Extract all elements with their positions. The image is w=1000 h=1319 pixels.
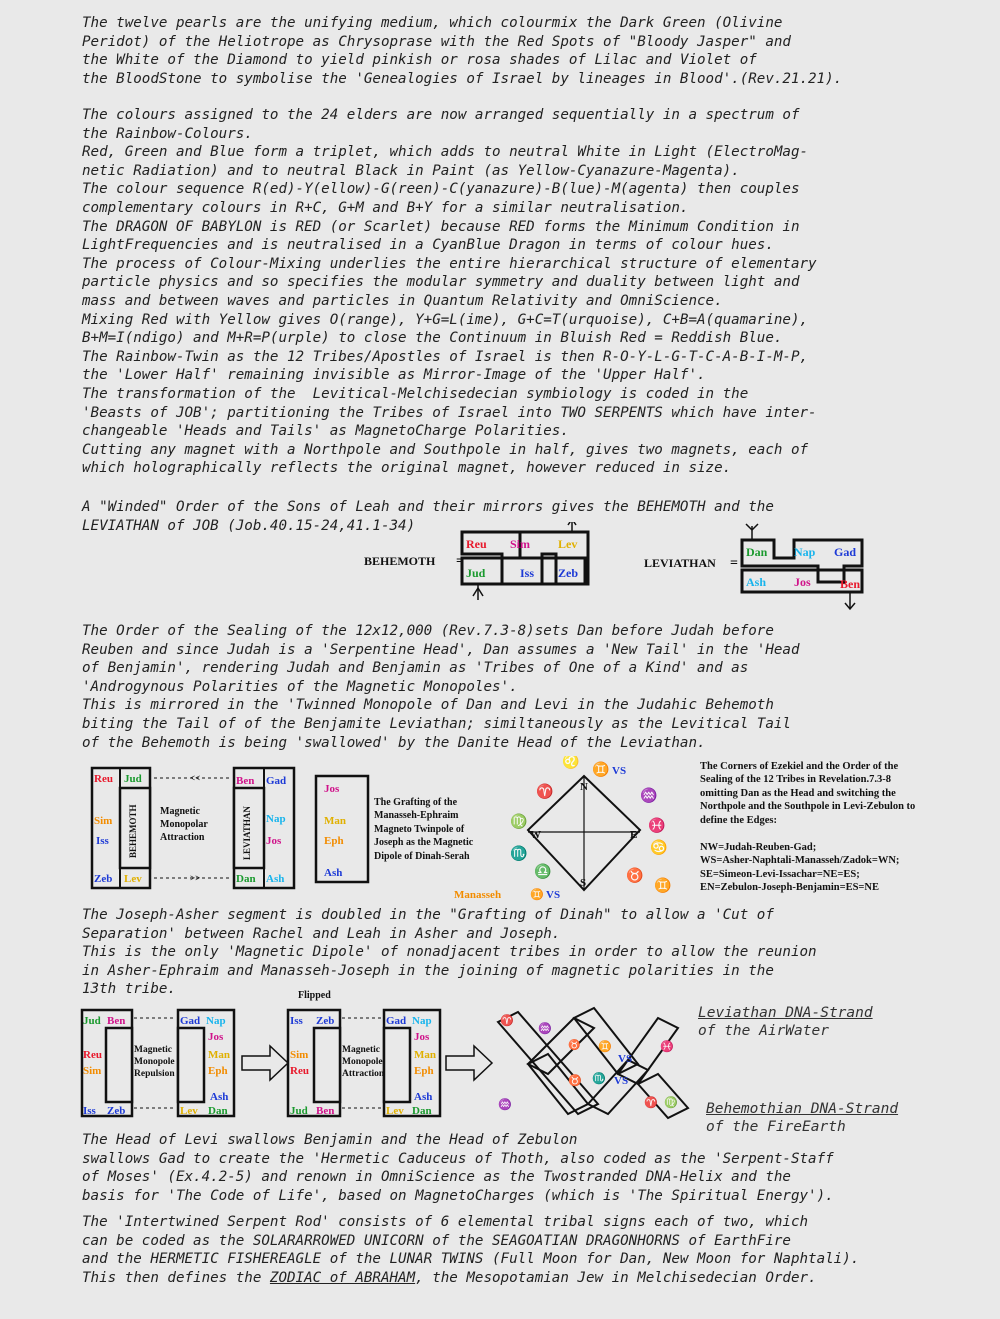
- svg-text:♈: ♈: [644, 1097, 658, 1109]
- paragraph-winded-order: A "Winded" Order of the Sons of Leah and their mirrors gives the BEHEMOTH and the LEVIATHAN of JOB (Job.40.15-24,41.1-34): [82, 499, 774, 534]
- cell-ben: Ben: [840, 577, 861, 591]
- cell-reu: Reu: [466, 537, 487, 551]
- flipped-title: Flipped: [298, 990, 331, 1001]
- svg-text:Ash: Ash: [210, 1091, 229, 1103]
- svg-text:Repulsion: Repulsion: [134, 1069, 175, 1079]
- behemoth-strand-label: Behemothian DNA-Strand of the FireEarth: [706, 1101, 899, 1135]
- virgo-symbol-icon: ♍: [510, 815, 528, 830]
- svg-text:♈: ♈: [500, 1015, 514, 1027]
- svg-text:Monopole: Monopole: [342, 1057, 383, 1067]
- cell-lev: Lev: [558, 537, 578, 551]
- svg-text:♉: ♉: [568, 1040, 581, 1051]
- transform-arrow-icon: [242, 1046, 288, 1080]
- svg-text:Jos: Jos: [266, 835, 282, 847]
- paragraph-head-of-levi: The Head of Levi swallows Benjamin and the Head of Zebulon swallows Gad to create the 'Hermetic Caduceus of Thoth, also coded as the 'Serpent-Staff of Moses' (Ex.4.2-5) and renown in OmniScience as the Twostranded DNA-Helix and the basis for 'The Code of Life', based on MagnetoCharges (which is 'The Spiritual Energy').: [82, 1132, 834, 1204]
- svg-text:Gad: Gad: [386, 1015, 407, 1027]
- grafting-column: [314, 774, 372, 886]
- svg-text:Eph: Eph: [324, 835, 344, 847]
- svg-text:Eph: Eph: [208, 1065, 228, 1077]
- cell-jos: Jos: [794, 575, 811, 589]
- svg-text:Ben: Ben: [107, 1015, 126, 1027]
- svg-text:VS: VS: [614, 1075, 629, 1087]
- svg-text:♒: ♒: [498, 1099, 512, 1111]
- cell-nap: Nap: [794, 545, 816, 559]
- transform-arrow-2-icon: [446, 1046, 492, 1080]
- paragraph-serpent-rod: The 'Intertwined Serpent Rod' consists of 6 elemental tribal signs each of two, which can be coded as the SOLARARROWED UNICORN of the SEAGOATIAN DRAGONHORNS of EarthFire and the HERMETIC FISHEREAGLE of the LUNAR TWINS (Full Moon for Dan, New Moon for Naphtali). This then defines the ZODIAC of ABRAHAM, the Mesopotamian Jew in Melchisedecian Order.: [82, 1214, 860, 1286]
- svg-text:♓: ♓: [660, 1041, 674, 1053]
- leo-symbol-icon: ♌: [562, 756, 580, 770]
- svg-text:VS: VS: [612, 765, 627, 777]
- aquarius-symbol-icon: ♒: [640, 789, 658, 804]
- svg-text:Jos: Jos: [324, 783, 340, 795]
- svg-text:Iss: Iss: [290, 1015, 303, 1027]
- svg-text:<<: <<: [190, 773, 201, 783]
- svg-text:E: E: [630, 829, 638, 841]
- libra-symbol-icon: ♎: [534, 865, 552, 880]
- cell-ash: Ash: [746, 575, 767, 589]
- leviathan-vertical-label: LEVIATHAN: [242, 806, 252, 860]
- svg-text:Magnetic: Magnetic: [134, 1045, 172, 1055]
- behemoth-leviathan-diagram: [360, 522, 880, 612]
- svg-text:Sim: Sim: [83, 1065, 102, 1077]
- svg-text:Jud: Jud: [290, 1105, 308, 1117]
- svg-text:Monopole: Monopole: [134, 1057, 175, 1067]
- svg-text:N: N: [580, 781, 588, 793]
- svg-text:Jos: Jos: [414, 1031, 430, 1043]
- svg-text:Ash: Ash: [324, 867, 343, 879]
- cell-iss: Iss: [520, 566, 535, 580]
- svg-text:Ben: Ben: [236, 775, 255, 787]
- svg-text:Magnetic: Magnetic: [160, 806, 200, 817]
- pisces-symbol-icon: ♓: [648, 819, 666, 834]
- svg-text:Lev: Lev: [386, 1105, 404, 1117]
- paragraph-joseph-asher: The Joseph-Asher segment is doubled in the "Grafting of Dinah" to allow a 'Cut of Separation' between Rachel and Leah in Asher and Joseph. This is the only 'Magnetic Dipole' of nonadjacent tribes in order to allow the reunion in Asher-Ephraim and Manasseh-Joseph in the joining of magnetic polarities in the 13th tribe.: [82, 907, 817, 998]
- svg-text:♏: ♏: [592, 1073, 606, 1085]
- svg-text:♒: ♒: [538, 1023, 552, 1035]
- svg-text:Ash: Ash: [414, 1091, 433, 1103]
- svg-text:Dan: Dan: [412, 1105, 432, 1117]
- svg-text:♊: ♊: [530, 889, 544, 901]
- svg-text:Man: Man: [208, 1049, 230, 1061]
- svg-text:Gad: Gad: [266, 775, 287, 787]
- behemoth-label: BEHEMOTH: [364, 554, 436, 568]
- leviathan-strand-label: Leviathan DNA-Strand of the AirWater: [698, 1005, 873, 1039]
- svg-text:Zeb: Zeb: [107, 1105, 126, 1117]
- svg-text:Sim: Sim: [94, 815, 113, 827]
- cell-jud: Jud: [466, 566, 486, 580]
- svg-text:Iss: Iss: [83, 1105, 96, 1117]
- ezekiel-compass-diagram: [450, 756, 690, 902]
- grafting-caption: The Grafting of the Manasseh-Ephraim Magneto Twinpole of Joseph as the Magnetic Dipole of Dinah-Serah: [374, 797, 474, 862]
- aries-symbol-icon: ♈: [536, 785, 554, 800]
- svg-text:Jos: Jos: [208, 1031, 224, 1043]
- paragraph-sealing-order: The Order of the Sealing of the 12x12,000 (Rev.7.3-8)sets Dan before Judah before Reuben and since Judah is a 'Serpentine Head', Dan assumes a 'New Tail' in the 'Head of Benjamin', rendering Judah and Benjamin as 'Tribes of One of a Kind' and as 'Androgynous Polarities of the Magnetic Monopoles'. This is mirrored in the 'Twinned Monopole of Dan and Levi in the Judahic Behemoth biting the Tail of of the Benjamite Leviathan; similtaneously as the Levitical Tail of the Behemoth is being 'swallowed' by the Danite Head of the Leviathan.: [82, 623, 800, 751]
- svg-text:♉: ♉: [568, 1075, 582, 1087]
- cell-gad: Gad: [834, 545, 857, 559]
- paragraph-pearls: The twelve pearls are the unifying medium, which colourmix the Dark Green (Olivine Peridot) of the Heliotrope as Chrysoprase with the Red Spots of "Bloody Jasper" and the White of the Diamond to yield pinkish or rosa shades of Lilac and Violet of the BloodStone to symbolise the 'Genealogies of Israel by lineages in Blood'.(Rev.21.21).: [82, 15, 843, 87]
- svg-text:Nap: Nap: [206, 1015, 226, 1027]
- svg-text:S: S: [580, 877, 587, 889]
- svg-text:Dan: Dan: [236, 873, 256, 885]
- svg-text:=: =: [730, 556, 738, 571]
- gemini-symbol-icon: ♊: [592, 763, 610, 778]
- ezekiel-notes: The Corners of Ezekiel and the Order of the Sealing of the 12 Tribes in Revelation.7.3-8 omitting Dan as the Head and switching the Northpole and the Southpole in Levi-Zebulon to define the Edges: NW=Judah-Reuben-Gad; WS=Asher-Naphtali-Manasseh/Zadok=WN; SE=Simeon-Levi-Issachar=NE=ES; EN=Zebulon-Joseph-Benjamin=ES=NE: [700, 761, 916, 894]
- leviathan-label: LEVIATHAN: [644, 556, 716, 570]
- gemini-symbol-2-icon: ♊: [654, 879, 672, 894]
- svg-text:Reu: Reu: [94, 773, 113, 785]
- scorpio-symbol-icon: ♏: [510, 847, 528, 862]
- svg-text:Reu: Reu: [83, 1049, 102, 1061]
- cell-sim: Sim: [510, 537, 531, 551]
- svg-text:Nap: Nap: [266, 813, 286, 825]
- svg-text:Lev: Lev: [124, 873, 142, 885]
- svg-text:♊: ♊: [598, 1041, 612, 1053]
- svg-text:Zeb: Zeb: [94, 873, 113, 885]
- svg-text:Gad: Gad: [180, 1015, 201, 1027]
- svg-text:>>: >>: [190, 873, 201, 883]
- svg-text:Eph: Eph: [414, 1065, 434, 1077]
- svg-text:Reu: Reu: [290, 1065, 309, 1077]
- svg-text:W: W: [530, 829, 541, 841]
- cancer-symbol-icon: ♋: [650, 841, 668, 856]
- svg-text:Iss: Iss: [96, 835, 109, 847]
- svg-text:Jud: Jud: [83, 1015, 101, 1027]
- svg-text:Sim: Sim: [290, 1049, 309, 1061]
- svg-text:Attraction: Attraction: [160, 832, 205, 843]
- svg-text:Zeb: Zeb: [316, 1015, 335, 1027]
- paragraph-colours: The colours assigned to the 24 elders are now arranged sequentially in a spectrum of the Rainbow-Colours. Red, Green and Blue form a triplet, which adds to neutral White in Light (ElectroMag- netic Radiation) and to neutral Black in Paint (as Yellow-Cyanazure-Magenta). The colour sequence R(ed)-Y(ellow)-G(reen)-C(yanazure)-B(lue)-M(agenta) then couples complementary colours in R+C, G+M and B+Y for a similar neutralisation. The DRAGON OF BABYLON is RED (or Scarlet) because RED forms the Minimum Condition in LightFrequencies and is neutralised in a CyanBlue Dragon in terms of colour hues. The process of Colour-Mixing underlies the entire hierarchical structure of elementary particle physics and so specifies the modular symmetry and duality between light and mass and between waves and particles in Quantum Relativity and OmniScience. Mixing Red with Yellow gives O(range), Y+G=L(ime), G+C=T(urquoise), C+B=A(quamarine), B+M=I(ndigo) and M+R=P(urple) to close the Continuum in Bluish Red = Reddish Blue. The Rainbow-Twin as the 12 Tribes/Apostles of Israel is then R-O-Y-L-G-T-C-A-B-I-M-P, the 'Lower Half' remaining invisible as Mirror-Image of the 'Upper Half'. The transformation of the Levitical-Melchisedecian symbiology is coded in the 'Beasts of JOB'; partitioning the Tribes of Israel into TWO SERPENTS which have inter- changeable 'Heads and Tails' as MagnetoCharge Polarities. Cutting any magnet with a Northpole and Southpole in half, gives two magnets, each of which holographically reflects the original magnet, however reduced in size.: [82, 107, 817, 477]
- intertwined-serpent-strands: [488, 1004, 698, 1122]
- svg-text:Monopolar: Monopolar: [160, 819, 208, 830]
- svg-text:Magnetic: Magnetic: [342, 1045, 380, 1055]
- svg-text:Ash: Ash: [266, 873, 285, 885]
- svg-text:Man: Man: [324, 815, 346, 827]
- cell-zeb: Zeb: [558, 566, 579, 580]
- svg-text:Ben: Ben: [316, 1105, 335, 1117]
- svg-text:VS: VS: [546, 889, 561, 901]
- repulsion-flipped-diagram: [80, 988, 500, 1120]
- behemoth-vertical-label: BEHEMOTH: [128, 804, 138, 858]
- taurus-symbol-icon: ♉: [626, 869, 644, 884]
- svg-text:Jud: Jud: [124, 773, 142, 785]
- zodiac-of-abraham-link: ZODIAC of ABRAHAM: [269, 1269, 416, 1286]
- svg-text:Man: Man: [414, 1049, 436, 1061]
- svg-text:♍: ♍: [664, 1097, 678, 1109]
- svg-text:Lev: Lev: [180, 1105, 198, 1117]
- monopolar-attraction-diagram: [90, 766, 298, 892]
- equals-sign: =: [456, 554, 464, 569]
- manasseh-label: Manasseh: [454, 889, 502, 901]
- svg-text:VS: VS: [618, 1053, 633, 1065]
- cell-dan: Dan: [746, 545, 768, 559]
- svg-text:Nap: Nap: [412, 1015, 432, 1027]
- svg-text:Dan: Dan: [208, 1105, 228, 1117]
- svg-text:Attraction: Attraction: [342, 1069, 385, 1079]
